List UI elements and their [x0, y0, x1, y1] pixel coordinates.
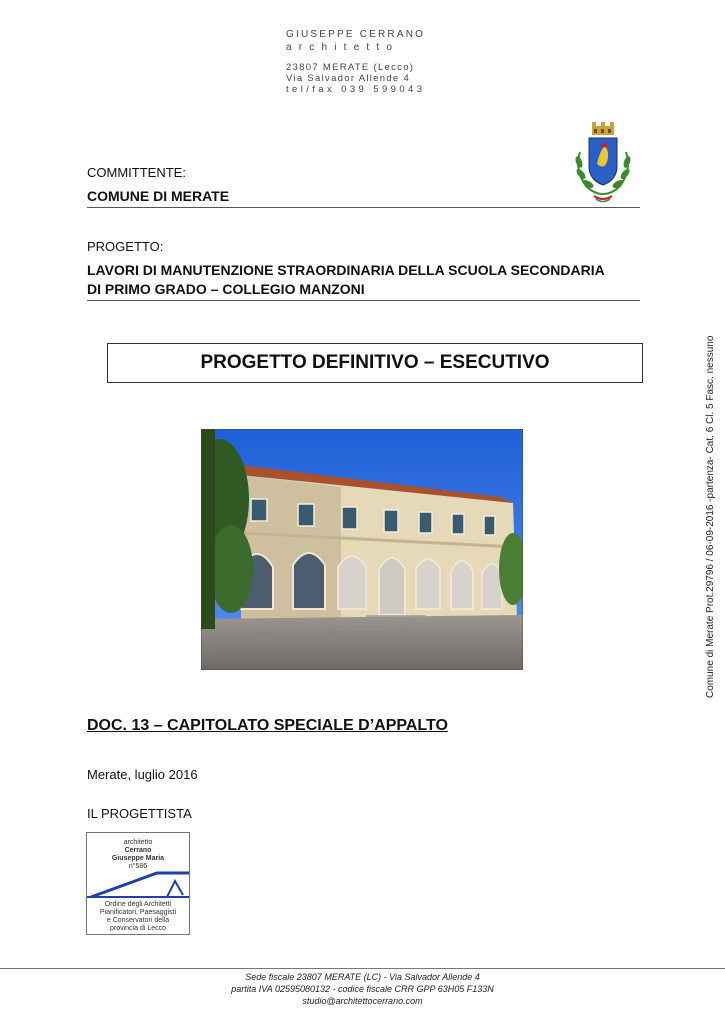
progetto-label: PROGETTO: — [87, 239, 164, 254]
document-title: DOC. 13 – CAPITOLATO SPECIALE D’APPALTO — [87, 717, 448, 734]
progetto-line-2: DI PRIMO GRADO – COLLEGIO MANZONI — [87, 281, 365, 297]
letterhead-phone: tel/fax 039 599043 — [286, 84, 426, 95]
stamp-order-line-1: Ordine degli Architetti — [104, 901, 172, 908]
stamp-given-name: Giuseppe Maria — [111, 855, 165, 862]
letterhead-address-street: Via Salvador Allende 4 — [286, 73, 411, 84]
stamp-order-line-2: Pianificatori, Paesaggisti — [99, 909, 177, 916]
stamp-logo-icon — [87, 869, 189, 899]
footer-address: Sede fiscale 23807 MERATE (LC) - Via Salvador Allende 4 — [245, 972, 480, 982]
divider — [87, 300, 640, 301]
stamp-order-line-3: e Conservatori della — [106, 917, 170, 924]
divider — [87, 207, 640, 208]
architect-role: architetto — [286, 42, 400, 53]
stamp-surname: Cerrano — [124, 847, 152, 854]
footer-email: studio@architettocerrano.com — [302, 996, 423, 1006]
stage-title: PROGETTO DEFINITIVO – ESECUTIVO — [200, 352, 550, 373]
architect-name: GIUSEPPE CERRANO — [286, 29, 426, 40]
footer-divider — [0, 968, 725, 969]
designer-label: IL PROGETTISTA — [87, 806, 192, 821]
school-building-photo — [201, 429, 523, 670]
stamp-order-line-4: provincia di Lecco — [109, 925, 167, 932]
architect-stamp — [86, 832, 190, 935]
stamp-title: architetto — [123, 839, 153, 846]
protocol-stamp: Comune di Merate Prot.29796 / 06-09-2016 -partenza- Cat. 6 Cl. 5 Fasc. nessuno — [705, 335, 716, 698]
municipal-crest-icon — [570, 122, 636, 204]
progetto-line-1: LAVORI DI MANUTENZIONE STRAORDINARIA DELLA SCUOLA SECONDARIA — [87, 262, 605, 278]
committente-value: COMUNE DI MERATE — [87, 188, 230, 204]
letterhead-address-city: 23807 MERATE (Lecco) — [286, 62, 415, 73]
footer-tax-info: partita IVA 02595080132 - codice fiscale CRR GPP 63H05 F133N — [231, 984, 494, 994]
date-line: Merate, luglio 2016 — [87, 767, 198, 782]
committente-label: COMMITTENTE: — [87, 165, 186, 180]
stamp-number: n°586 — [128, 863, 148, 870]
stage-title-box — [107, 343, 643, 383]
